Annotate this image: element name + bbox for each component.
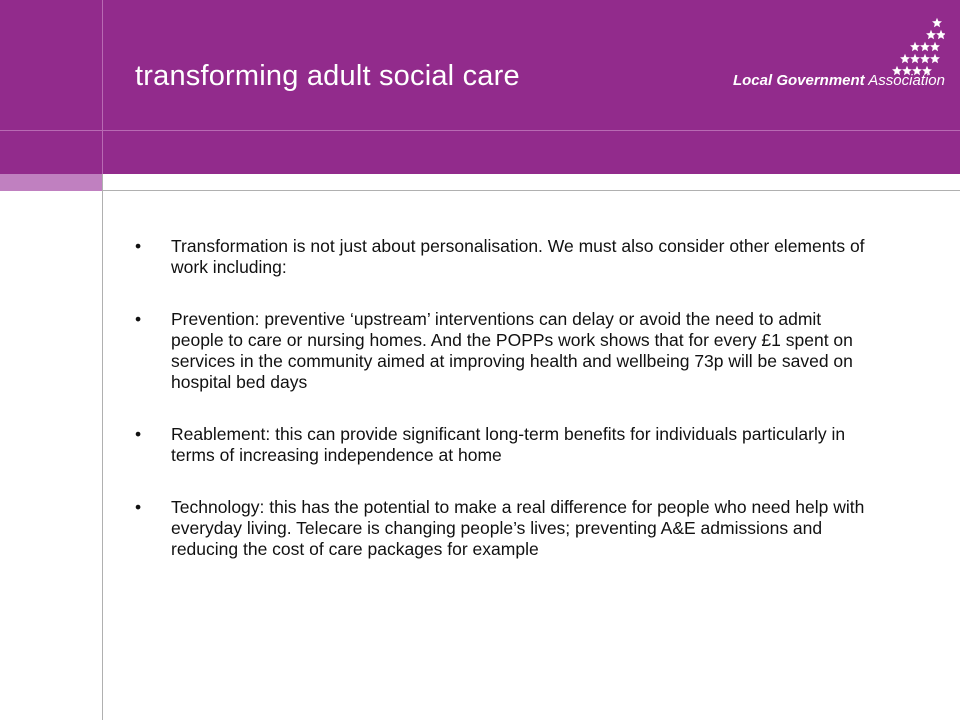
accent-block [0,174,102,191]
slide-title: transforming adult social care [135,60,520,92]
bullet-item [135,424,875,466]
header-divider-vertical [102,0,103,174]
bullet-item [135,236,875,278]
bullet-item [135,309,875,393]
body-divider-vertical [102,174,103,720]
header-divider-horizontal [0,130,960,131]
bullet-text: Reablement: this can provide significant long-term benefits for individuals particularly in terms of increasing independence at home [171,424,846,465]
lga-logo [732,17,945,92]
bullet-list [135,236,875,591]
star-icon [910,54,920,63]
logo-text-bold: Local Government [732,72,865,89]
bullet-item [135,497,875,560]
star-icon [910,42,920,51]
bullet-text: Technology: this has the potential to make a real difference for people who need help with everyday living. Telecare is changing people’s lives; preventing A&E admissions and reducing the cost of care packages for example [171,497,865,559]
star-icon [920,42,930,51]
logo-text [733,72,945,89]
bullet-icon: • [135,497,142,517]
bullet-icon: • [135,236,142,256]
body-divider-horizontal [102,190,960,191]
star-icon [930,54,940,63]
star-icon [930,42,940,51]
star-icon [926,30,936,39]
bullet-icon: • [135,424,142,444]
star-icon [920,54,930,63]
star-icon [932,18,942,27]
bullet-text: Transformation is not just about personalisation. We must also consider other elements of work including: [171,236,865,277]
star-icon [900,54,910,63]
star-icon [936,30,945,39]
bullet-text: Prevention: preventive ‘upstream’ interventions can delay or avoid the need to admit people to care or nursing homes. And the POPPs work shows that for every £1 spent on services in the community aimed at improving health and wellbeing 73p will be saved on hospital bed days [171,309,853,392]
logo-text-regular: Association [864,72,945,89]
bullet-icon: • [135,309,142,329]
